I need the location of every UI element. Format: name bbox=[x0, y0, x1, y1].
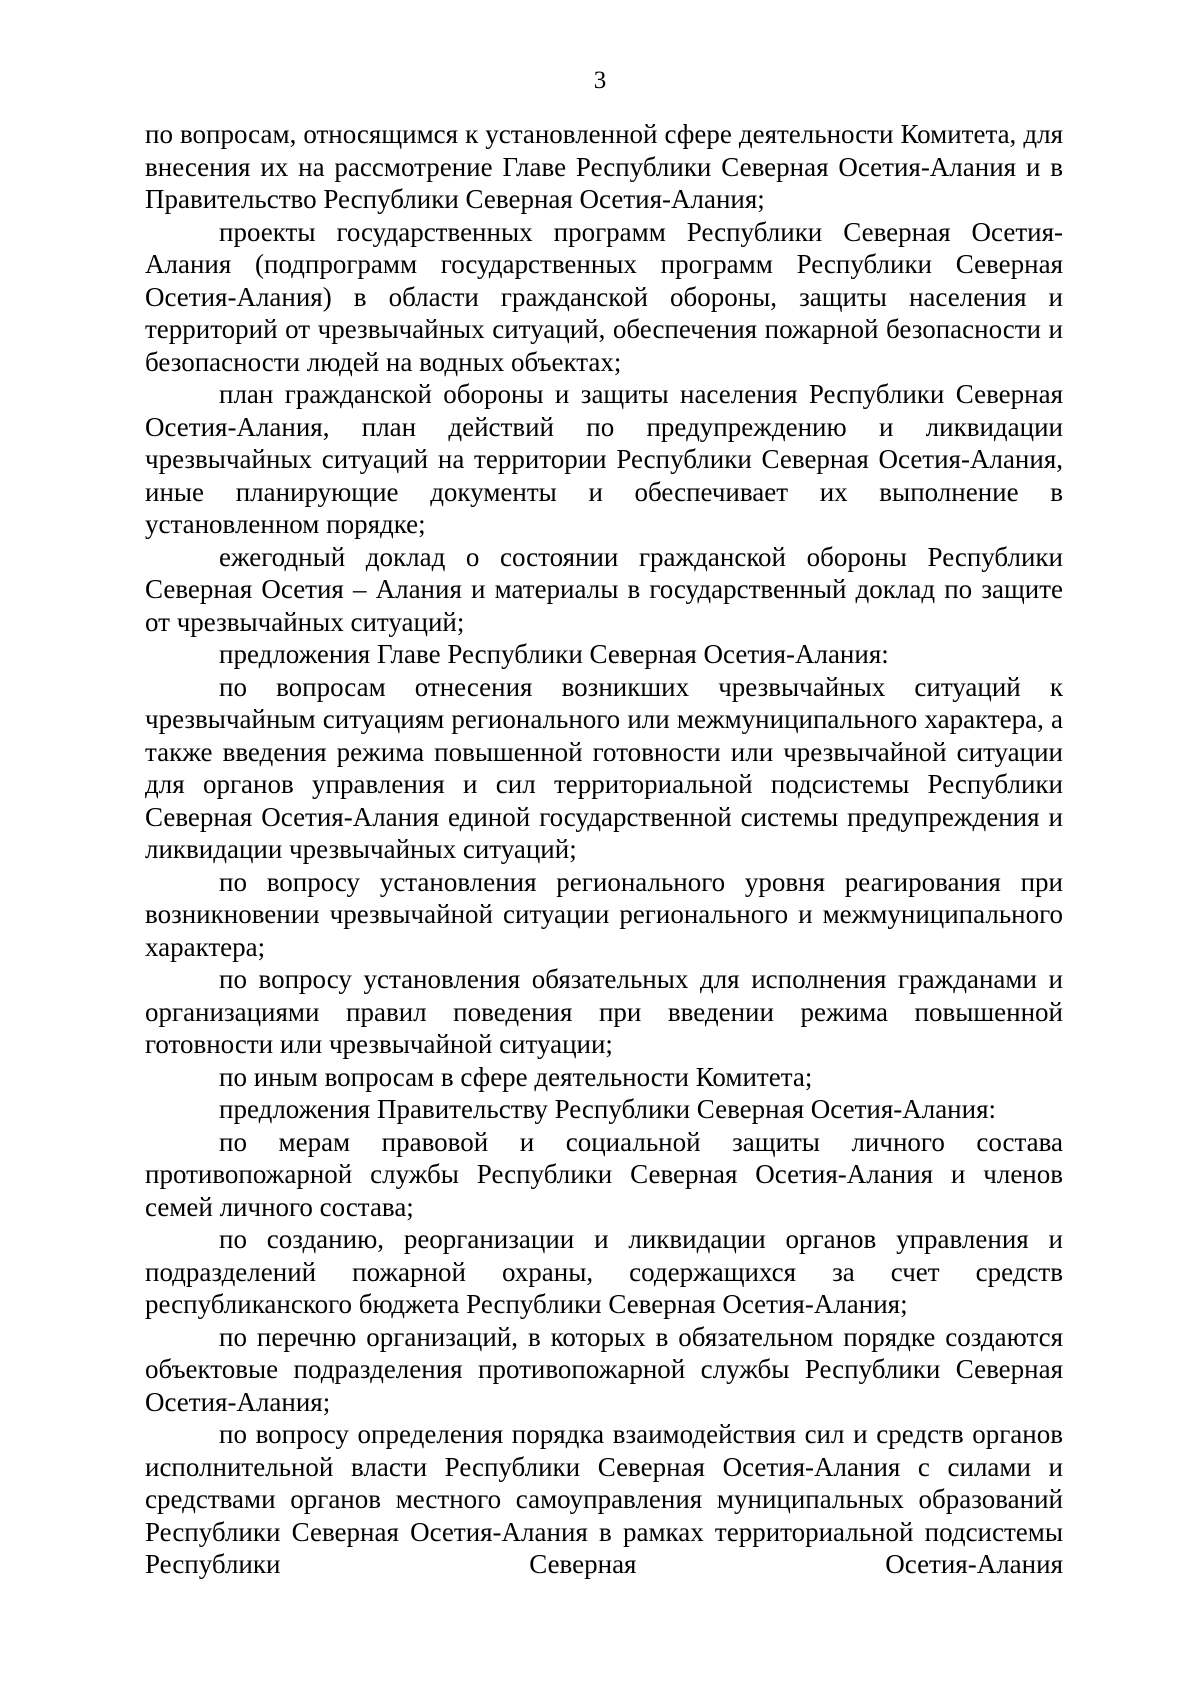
paragraph: план гражданской обороны и защиты населения Республики Северная Осетия-Алания, план действий по предупреждению и ликвидации чрезвычайных ситуаций на территории Республики Северная Осетия-Алания, иные планирующие документы и обеспечивает их выполнение в установленном порядке; bbox=[145, 379, 1063, 539]
paragraph: по вопросу установления обязательных для исполнения гражданами и организациями правил поведения при введении режима повышенной готовности или чрезвычайной ситуации; bbox=[145, 964, 1063, 1059]
paragraph: по перечню организаций, в которых в обязательном порядке создаются объектовые подразделения противопожарной службы Республики Северная Осетия-Алания; bbox=[145, 1321, 1063, 1417]
paragraph: по иным вопросам в сфере деятельности Комитета; bbox=[219, 1061, 813, 1092]
document-body bbox=[145, 118, 1063, 1581]
paragraph: по мерам правовой и социальной защиты личного состава противопожарной службы Республики Северная Осетия-Алания и членов семей личного состава; bbox=[145, 1126, 1063, 1222]
paragraph: проекты государственных программ Республики Северная Осетия-Алания (подпрограмм государственных программ Республики Северная Осетия-Алания) в области гражданской обороны, защиты населения и территорий от чрезвычайных ситуаций, обеспечения пожарной безопасности и безопасности людей на водных объектах; bbox=[145, 216, 1063, 377]
paragraph: предложения Правительству Республики Северная Осетия-Алания: bbox=[219, 1094, 997, 1124]
paragraph: по вопросам, относящимся к установленной сфере деятельности Комитета, для внесения их на рассмотрение Главе Республики Северная Осетия-Алания и в Правительство Республики Северная Осетия-Алания; bbox=[145, 119, 1063, 214]
paragraph: по вопросу установления регионального уровня реагирования при возникновении чрезвычайной ситуации регионального и межмуниципального характера; bbox=[145, 866, 1063, 962]
paragraph: предложения Главе Республики Северная Осетия-Алания: bbox=[219, 639, 889, 669]
paragraph: ежегодный доклад о состоянии гражданской обороны Республики Северная Осетия – Алания и материалы в государственный доклад по защите от чрезвычайных ситуаций; bbox=[145, 541, 1063, 637]
page-number: 3 bbox=[593, 67, 607, 94]
paragraph: по вопросу определения порядка взаимодействия сил и средств органов исполнительной власти Республики Северная Осетия-Алания с силами и средствами органов местного самоуправления муниципальных образований Республики Северная Осетия-Алания в рамках территориальной подсистемы Республики Северная Осетия-Алания bbox=[145, 1419, 1063, 1579]
paragraph: по созданию, реорганизации и ликвидации органов управления и подразделений пожарной охраны, содержащихся за счет средств республиканского бюджета Республики Северная Осетия-Алания; bbox=[145, 1224, 1063, 1319]
paragraph: по вопросам отнесения возникших чрезвычайных ситуаций к чрезвычайным ситуациям регионального или межмуниципального характера, а также введения режима повышенной готовности или чрезвычайной ситуации для органов управления и сил территориальной подсистемы Республики Северная Осетия-Алания единой государственной системы предупреждения и ликвидации чрезвычайных ситуаций; bbox=[145, 671, 1063, 864]
